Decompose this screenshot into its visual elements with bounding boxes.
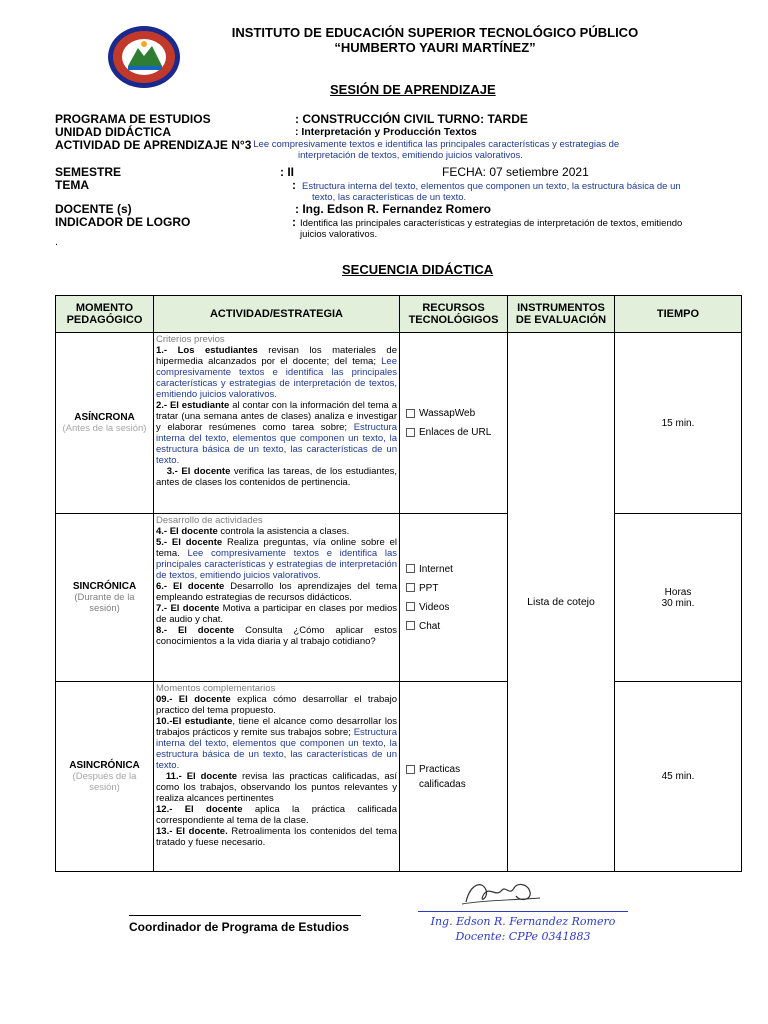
activity-item: 7.- El docente Motiva a participar en clases por medios de audio y chat.	[156, 603, 397, 625]
table-header-row	[56, 296, 742, 333]
handwritten-signature	[456, 876, 546, 912]
header-momento: MOMENTO PEDAGÓGICO	[56, 296, 154, 333]
semestre-label: SEMESTRE	[55, 165, 122, 179]
signature-name: Ing. Edson R. Fernandez Romero	[430, 915, 616, 928]
docente-value: : Ing. Edson R. Fernandez Romero	[295, 202, 492, 216]
recursos-cell	[400, 514, 508, 682]
checkbox-icon	[406, 583, 415, 592]
actividad-value-2: interpretación de textos, emitiendo juicios valorativos.	[298, 150, 523, 161]
unidad-label: UNIDAD DIDÁCTICA	[55, 125, 171, 139]
resource-item: Videos	[406, 602, 505, 613]
recursos-cell	[400, 682, 508, 872]
momento-label: SINCRÓNICA	[72, 581, 137, 592]
tiempo-cell	[615, 333, 742, 514]
programa-label: PROGRAMA DE ESTUDIOS	[55, 112, 211, 126]
checkbox-icon	[406, 765, 415, 774]
tema-colon: :	[292, 178, 296, 192]
activity-item: 5.- El docente Realiza preguntas, vía online sobre el tema. Lee compresivamente textos e identifica las principales características y estrategias de interpretación de textos, emitiendo juicios valorativos.	[156, 537, 397, 581]
activity-item: 3.- El docente verifica las tareas, de los estudiantes, antes de clases los contenidos de pertinencia.	[156, 466, 398, 488]
indicador-value-1: Identifica las principales características y estrategias de interpretación de textos, emitiendo	[300, 218, 683, 229]
activity-item: 4.- El docente controla la asistencia a clases.	[156, 526, 350, 537]
tema-value-2: texto, las características de un texto.	[312, 192, 467, 203]
tiempo-value: 15 min.	[661, 417, 695, 429]
checkbox-icon	[406, 564, 415, 573]
tiempo-value-1: Horas	[664, 586, 692, 598]
momento-cell	[56, 514, 154, 682]
actividad-cell	[154, 682, 400, 872]
checkbox-icon	[406, 428, 415, 437]
table-row	[56, 514, 742, 682]
tiempo-cell	[615, 682, 742, 872]
actividad-caption: Criterios previos	[156, 334, 225, 345]
coordinador-signature-line	[129, 915, 361, 916]
activity-item: 1.- Los estudiantes revisan los materiales de hipermedia alcanzados por el docente; del tema; Lee compresivamente textos e identifica las principales características y estrategias de interpretación de textos, emitiendo juicios valorativos.	[156, 345, 397, 400]
actividad-caption: Desarrollo de actividades	[156, 515, 263, 526]
activity-item: 13.- El docente. Retroalimenta los contenidos del tema tratado y fuese necesario.	[156, 826, 398, 848]
resource-item: Chat	[406, 621, 505, 632]
header-recursos: RECURSOS TECNOLÓGIGOS	[400, 296, 508, 333]
activity-item: 09.- El docente explica cómo desarrollar el trabajo practico del tema propuesto.	[156, 694, 397, 716]
resource-item: Enlaces de URL	[406, 427, 505, 438]
secuencia-title: SECUENCIA DIDÁCTICA	[342, 262, 494, 277]
resource-item: WassapWeb	[406, 408, 505, 419]
momento-cell	[56, 333, 154, 514]
activity-item: 6.- El docente Desarrollo los aprendizajes del tema empleando estrategias de recursos didácticos.	[156, 581, 398, 603]
header-actividad: ACTIVIDAD/ESTRATEGIA	[154, 296, 400, 333]
stray-dot: .	[55, 236, 59, 248]
institute-line-1: INSTITUTO DE EDUCACIÓN SUPERIOR TECNOLÓGICO PÚBLICO	[231, 25, 639, 40]
session-title: SESIÓN DE APRENDIZAJE	[330, 82, 496, 97]
tiempo-value-2: 30 min.	[661, 597, 695, 609]
actividad-cell	[154, 333, 400, 514]
signature-cip: Docente: CPPe 0341883	[455, 930, 591, 943]
secuencia-table	[55, 295, 742, 872]
indicador-value-2: juicios valorativos.	[300, 229, 378, 240]
instrumento-cell	[508, 333, 615, 872]
docente-signature-line	[418, 911, 628, 912]
activity-item: 2.- El estudiante al contar con la información del tema a tratar (una semana antes de clases) analiza e investigar y elaborar resúmenes como tarea sobre; Estructura interna del texto, elementos que componen un texto, la estructura básica de un texto, las características de un texto.	[156, 400, 397, 466]
momento-sub: (Después de la sesión)	[72, 771, 137, 793]
checkbox-icon	[406, 409, 415, 418]
tiempo-cell	[615, 514, 742, 682]
table-row	[56, 333, 742, 514]
institute-name	[200, 25, 670, 55]
indicador-label: INDICADOR DE LOGRO	[55, 215, 191, 229]
instrumento-value: Lista de cotejo	[527, 596, 595, 608]
docente-label: DOCENTE (s)	[55, 202, 132, 216]
actividad-caption: Momentos complementarios	[156, 683, 276, 694]
institute-line-2: “HUMBERTO YAURI MARTÍNEZ”	[334, 40, 536, 55]
header-tiempo: TIEMPO	[615, 296, 742, 333]
indicador-colon: :	[292, 215, 296, 229]
table-row	[56, 682, 742, 872]
unidad-value: : Interpretación y Producción Textos	[295, 126, 477, 138]
tema-value-1: Estructura interna del texto, elementos que componen un texto, la estructura básica de un	[302, 181, 681, 192]
actividad-label: ACTIVIDAD DE APRENDIZAJE N°3	[55, 138, 252, 152]
momento-label: ASÍNCRONA	[74, 412, 135, 423]
activity-item: 8.- El docente Consulta ¿Cómo aplicar estos conocimientos a la vida diaria y al trabajo cotidiano?	[156, 625, 398, 647]
recursos-cell	[400, 333, 508, 514]
header-instrumentos: INSTRUMENTOS DE EVALUACIÓN	[508, 296, 615, 333]
actividad-cell	[154, 514, 400, 682]
actividad-value-1: : Lee compresivamente textos e identifica las principales características y estrategias de	[248, 139, 620, 150]
momento-sub: (Antes de la sesión)	[62, 423, 147, 434]
momento-sub: (Durante de la sesión)	[74, 592, 135, 614]
resource-item: Internet	[406, 564, 505, 575]
checkbox-icon	[406, 602, 415, 611]
activity-item: 10.-El estudiante, tiene el alcance como desarrollar los trabajos prácticos y remite sus trabajos sobre; Estructura interna del texto, elementos que componen un texto, la estructura básica de un texto, las características de un texto.	[156, 716, 397, 771]
momento-cell	[56, 682, 154, 872]
coordinador-label: Coordinador de Programa de Estudios	[129, 920, 350, 934]
activity-item: 11.- El docente revisa las practicas calificadas, así como los trabajos, observando los puntos relevantes y realiza alcances pertinentes	[156, 771, 397, 804]
institute-logo	[106, 24, 182, 90]
momento-label: ASINCRÓNICA	[69, 760, 140, 771]
resource-item: PPT	[406, 583, 505, 594]
programa-value: : CONSTRUCCIÓN CIVIL TURNO: TARDE	[295, 112, 528, 126]
tiempo-value: 45 min.	[661, 771, 695, 782]
resource-item: Practicas calificadas	[406, 762, 505, 792]
tema-label: TEMA	[55, 178, 89, 192]
fecha: FECHA: 07 setiembre 2021	[442, 165, 589, 179]
semestre-value: : II	[280, 165, 294, 179]
activity-item: 12.- El docente aplica la práctica calificada correspondiente al tema de la clase.	[156, 804, 397, 826]
docente-signature-block	[418, 914, 628, 944]
checkbox-icon	[406, 621, 415, 630]
